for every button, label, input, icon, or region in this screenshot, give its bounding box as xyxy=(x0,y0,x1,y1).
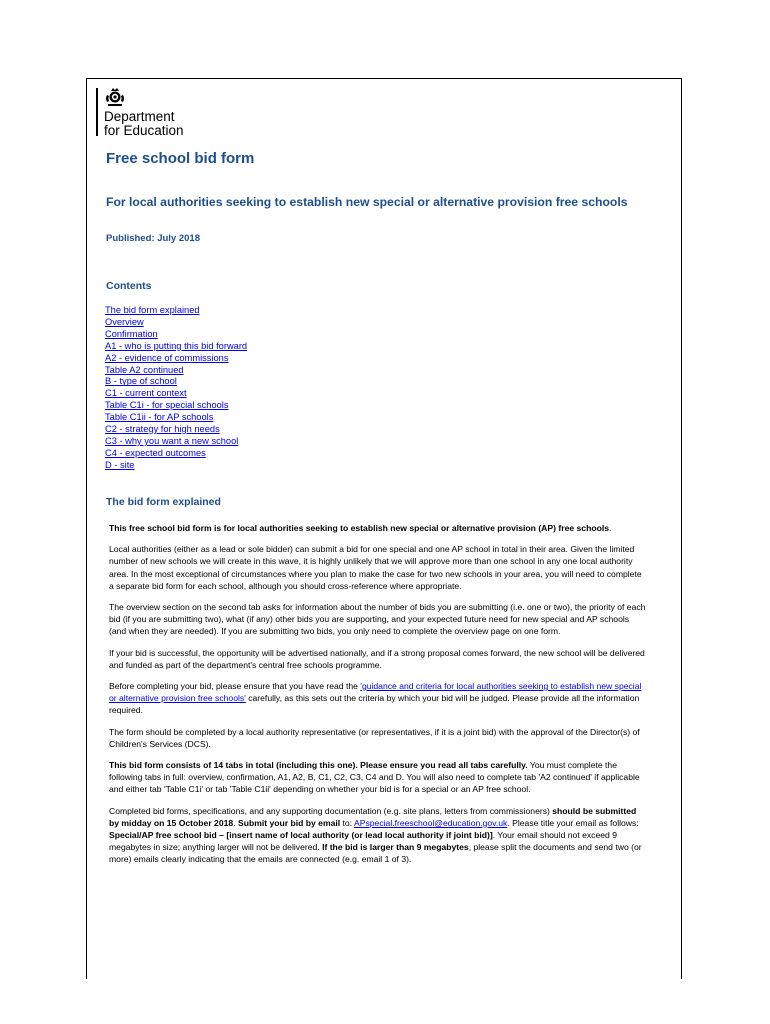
paragraph-overview: The overview section on the second tab asks for information about the number of bids you are submitting (i.e. one or two), the priority of each bid (if you are submitting two), what (if any) other bids you are supporting, and your expected future need for new special and AP schools (and when they are needed). If you are submitting two bids, you only need to complete the overview page on one form. xyxy=(109,602,646,637)
toc-link-d[interactable]: D - site xyxy=(105,459,135,470)
paragraph-eligibility: Local authorities (either as a lead or sole bidder) can submit a bid for one special and one AP school in total in their area. Given the limited number of new schools we will create in this wave, it is highly unlikely that we will approve more than one school in any one local authority area. In the most exceptional of circumstances where you plan to make the case for two new schools in your area, you will need to complete a separate bid form for each school, although you should cross-reference where appropriate. xyxy=(109,544,642,591)
dept-name xyxy=(104,110,184,138)
toc-item xyxy=(105,424,247,436)
submission-size-limit: If the bid is larger than 9 megabytes xyxy=(322,842,469,853)
toc-item xyxy=(105,353,247,365)
page-subtitle: For local authorities seeking to establish new special or alternative provision free schools xyxy=(106,195,628,209)
toc-item xyxy=(105,376,247,388)
paragraph-success: If your bid is successful, the opportunity will be advertised nationally, and if a strong proposal comes forward, the new school will be delivered and funded as part of the department's central free schools programme. xyxy=(109,647,645,670)
contents-heading: Contents xyxy=(106,280,152,292)
toc-link-b[interactable]: B - type of school xyxy=(105,376,177,387)
toc-item xyxy=(105,388,247,400)
section-body xyxy=(109,522,647,875)
toc-link-table-a2-continued[interactable]: Table A2 continued xyxy=(105,364,184,375)
toc-item xyxy=(105,448,247,460)
submission-email-title: Special/AP free school bid – [insert name of local authority (or lead local authority if joint bid)] xyxy=(109,830,493,841)
published-date: Published: July 2018 xyxy=(106,233,200,244)
section-heading: The bid form explained xyxy=(106,496,221,508)
toc-link-a2[interactable]: A2 - evidence of commissions xyxy=(105,352,229,363)
toc-item xyxy=(105,436,247,448)
submission-deadline: should be submitted by midday on 15 October 2018 xyxy=(109,805,637,828)
toc-link-table-c1i[interactable]: Table C1i - for special schools xyxy=(105,400,229,411)
page-title: Free school bid form xyxy=(106,150,255,167)
toc-item xyxy=(105,329,247,341)
toc-item xyxy=(105,412,247,424)
toc-link-c3[interactable]: C3 - why you want a new school xyxy=(105,435,239,446)
dept-line2: for Education xyxy=(104,123,184,138)
submission-email-label: Submit your bid by email xyxy=(237,817,341,828)
toc-item xyxy=(105,400,247,412)
toc-item xyxy=(105,305,247,317)
paragraph-intro xyxy=(109,522,647,534)
submission-email-link[interactable]: APspecial.freeschool@education.gov.uk xyxy=(354,817,508,828)
toc-item xyxy=(105,460,247,472)
tabs-bold-text: This bid form consists of 14 tabs in total (including this one). Please ensure you read all tabs carefully. xyxy=(109,760,528,771)
submission-text-j: , please split the documents and send two (or more) emails clearly indicating that the emails are connected (e.g. email 1 of 3). xyxy=(109,842,642,865)
toc-link-c2[interactable]: C2 - strategy for high needs xyxy=(105,424,220,435)
toc-link-overview[interactable]: Overview xyxy=(105,316,144,327)
submission-text-a: Completed bid forms, specifications, and any supporting documentation (e.g. site plans, letters from commissioners) xyxy=(109,805,553,816)
paragraph-completion: The form should be completed by a local authority representative (or representatives, if it is a joint bid) with the approval of the Director(s) of Children's Services (DCS). xyxy=(109,726,640,749)
toc-item xyxy=(105,317,247,329)
submission-text-h: . Your email should not exceed 9 megabytes in size; anything larger will not be delivered. xyxy=(109,830,617,853)
tabs-text: You must complete the following tabs in full: overview, confirmation, A1, A2, B, C1, C2, C3, C4 and D. You will also need to complete tab 'A2 continued' if applicable and either tab 'Table C1i' or tab 'Table C1ii' depending on whether your bid is for a special or an AP free school. xyxy=(109,760,640,795)
contents-list xyxy=(105,305,247,472)
toc-link-table-c1ii[interactable]: Table C1ii - for AP schools xyxy=(105,412,214,423)
guidance-text-a: Before completing your bid, please ensure that you have read the xyxy=(109,681,361,692)
submission-text-e: to: xyxy=(340,817,355,828)
submission-text-c: . xyxy=(233,817,238,828)
toc-link-c4[interactable]: C4 - expected outcomes xyxy=(105,447,206,458)
guidance-text-b: carefully, as this sets out the criteria by which your bid will be judged. Please provide all the information required. xyxy=(109,693,640,716)
toc-link-bid-form-explained[interactable]: The bid form explained xyxy=(105,305,200,315)
toc-link-a1[interactable]: A1 - who is putting this bid forward xyxy=(105,340,248,351)
paragraph-guidance xyxy=(109,680,647,717)
paragraph-tabs xyxy=(109,759,647,796)
toc-item xyxy=(105,341,247,353)
guidance-link[interactable]: 'guidance and criteria for local authorities seeking to establish new special or alternative provision free schools' xyxy=(109,681,642,704)
toc-link-c1[interactable]: C1 - current context xyxy=(105,388,187,399)
intro-end: . xyxy=(609,523,612,533)
dept-line1: Department xyxy=(104,109,175,124)
intro-bold-text: This free school bid form is for local authorities seeking to establish new special or alternative provision (AP) free schools xyxy=(109,523,609,533)
royal-crest-icon xyxy=(104,86,126,108)
toc-link-confirmation[interactable]: Confirmation xyxy=(105,328,158,339)
toc-item xyxy=(105,365,247,377)
logo-bar xyxy=(96,88,98,136)
submission-text-f: . Please title your email as follows: xyxy=(507,817,639,828)
paragraph-submission xyxy=(109,805,647,866)
